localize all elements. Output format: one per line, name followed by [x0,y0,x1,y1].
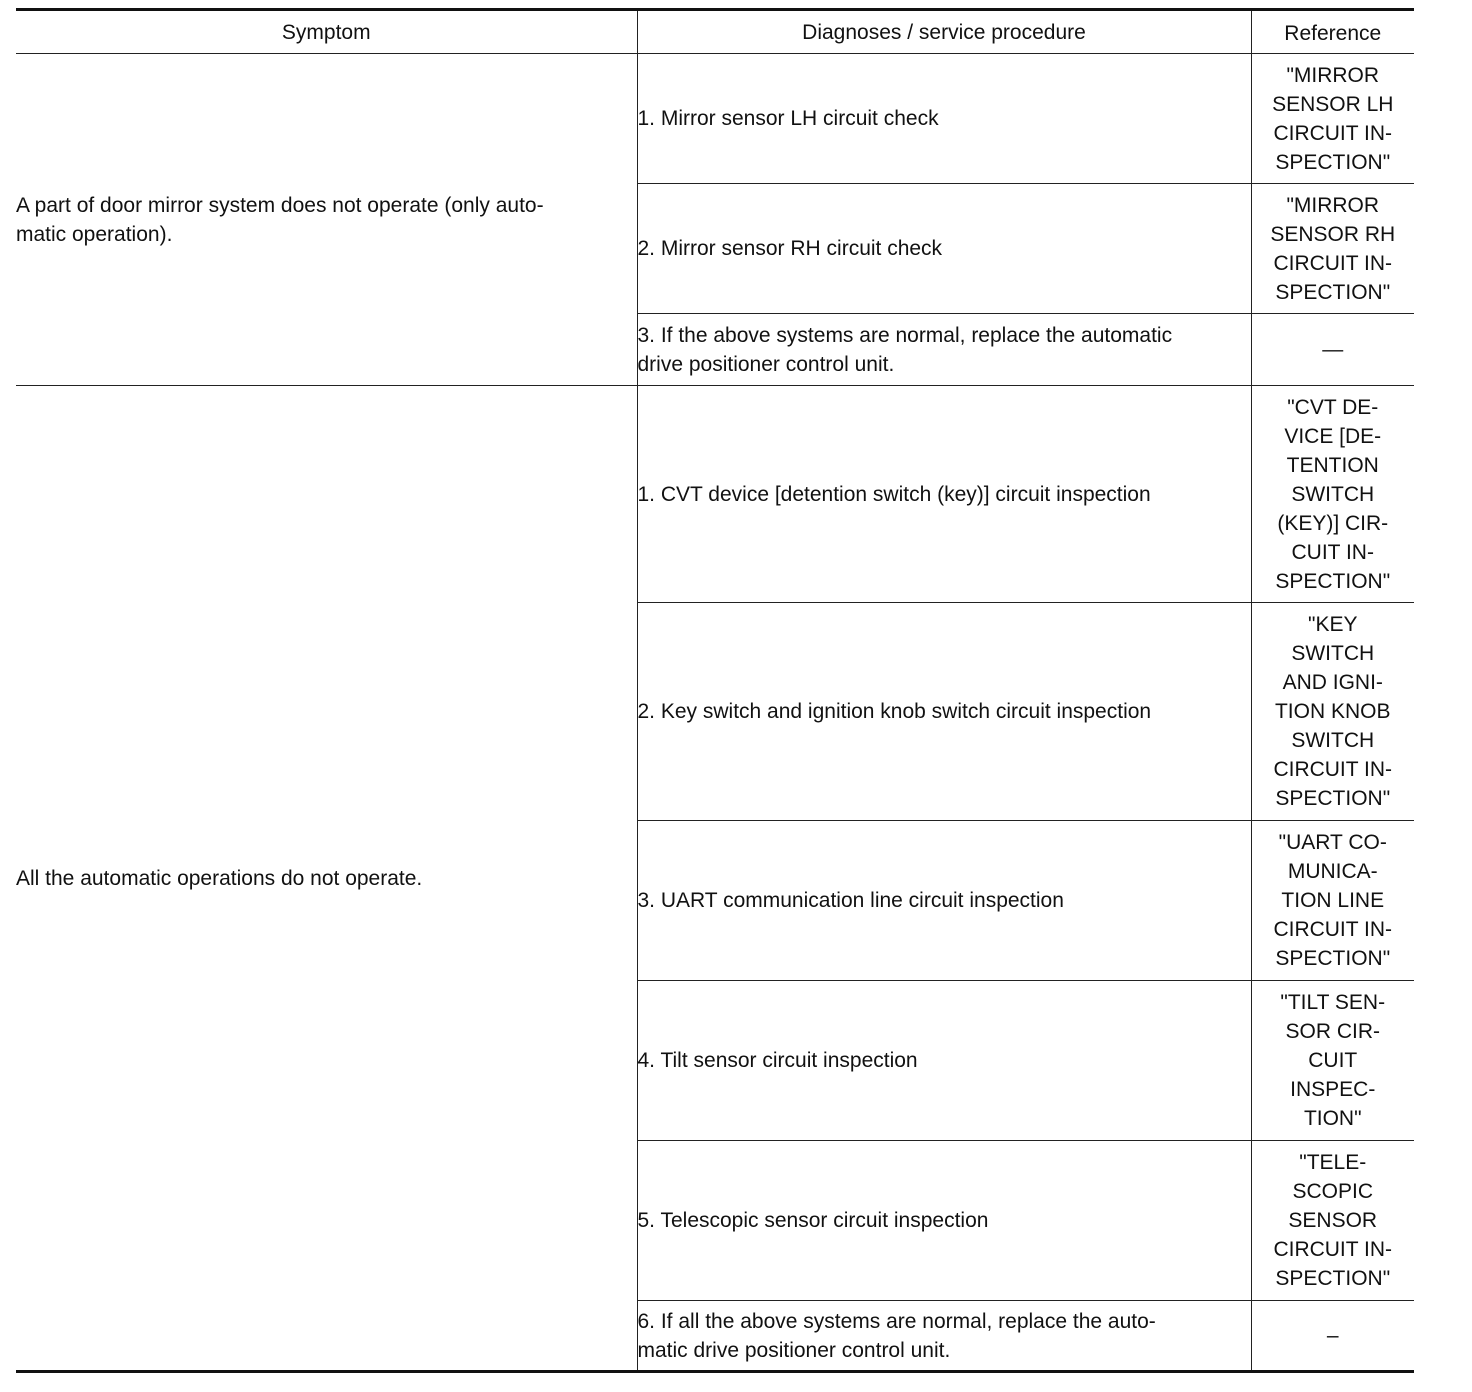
reference-text: "UART CO- [1278,831,1387,854]
procedure-text: matic drive positioner control unit. [637,1338,951,1362]
reference-text: TION KNOB [1274,700,1391,723]
symptom-text: All the automatic operations do not operate. [16,866,423,890]
reference-text: "CVT DE- [1287,395,1379,419]
reference-cell [1251,981,1414,1141]
reference-text: – [1326,1324,1339,1347]
procedure-cell [637,184,1251,314]
reference-text: CUIT [1308,1049,1358,1072]
reference-text: INSPEC- [1290,1078,1376,1101]
diagnosis-table [16,8,1414,1373]
symptom-header: Symptom [16,10,637,54]
reference-text: (KEY)] CIR- [1277,511,1389,535]
reference-text: MUNICA- [1287,860,1378,883]
reference-cell [1251,184,1414,314]
table-body [16,54,1414,1372]
procedure-text: 1. Mirror sensor LH circuit check [637,107,939,130]
reference-cell [1251,314,1414,386]
procedure-cell [637,1141,1251,1301]
reference-cell [1251,1301,1414,1372]
reference-cell [1251,386,1414,603]
reference-text: SWITCH [1291,729,1375,752]
reference-text: SOR CIR- [1285,1020,1380,1043]
reference-text: TION LINE [1281,889,1385,912]
procedure-cell [637,54,1251,184]
header-row [16,10,1414,54]
reference-text: AND IGNI- [1282,671,1383,694]
procedure-text: 3. If the above systems are normal, replace the automatic [637,323,1173,347]
symptom-cell [16,54,637,386]
procedure-text: 2. Key switch and ignition knob switch circuit inspection [637,700,1152,723]
reference-text: CIRCUIT IN- [1273,251,1393,275]
reference-text: CIRCUIT IN- [1273,1238,1393,1261]
reference-cell [1251,54,1414,184]
reference-text: "MIRROR [1286,63,1380,87]
table-row [16,386,1414,603]
reference-text: CUIT IN- [1291,540,1374,564]
procedure-text: 1. CVT device [detention switch (key)] circuit inspection [637,482,1151,506]
reference-text: — [1322,338,1344,361]
reference-text: SPECTION" [1275,150,1391,174]
reference-cell [1251,603,1414,821]
procedure-cell [637,821,1251,981]
reference-text: CIRCUIT IN- [1273,918,1393,941]
procedure-cell [637,1301,1251,1372]
symptom-text: A part of door mirror system does not operate (only auto- [16,193,544,217]
reference-text: "TELE- [1299,1151,1367,1174]
symptom-cell [16,386,637,1372]
symptom-text: matic operation). [16,222,173,246]
procedure-text: drive positioner control unit. [637,352,895,376]
reference-text: SPECTION" [1275,569,1391,593]
reference-text: SPECTION" [1275,1267,1391,1290]
procedure-text: 3. UART communication line circuit inspection [637,889,1064,912]
reference-text: SENSOR LH [1272,92,1394,116]
procedure-header: Diagnoses / service procedure [637,10,1251,54]
reference-text: SPECTION" [1275,787,1391,810]
reference-header: Reference [1251,10,1414,54]
reference-text: "MIRROR [1286,193,1380,217]
procedure-cell [637,603,1251,821]
reference-text: CIRCUIT IN- [1273,758,1393,781]
table-row [16,54,1414,184]
reference-text: SWITCH [1291,482,1375,506]
reference-text: SPECTION" [1275,280,1391,304]
reference-text: "TILT SEN- [1280,991,1386,1014]
reference-text: "KEY [1308,613,1358,636]
procedure-cell [637,981,1251,1141]
procedure-cell [637,314,1251,386]
procedure-text: 4. Tilt sensor circuit inspection [637,1049,918,1072]
reference-cell [1251,1141,1414,1301]
reference-text: SENSOR RH [1270,222,1396,246]
reference-cell [1251,821,1414,981]
procedure-text: 5. Telescopic sensor circuit inspection [637,1209,989,1232]
reference-text: SENSOR [1288,1209,1378,1232]
procedure-text: 2. Mirror sensor RH circuit check [637,237,943,260]
reference-text: SPECTION" [1275,947,1391,970]
reference-text: VICE [DE- [1284,424,1382,448]
reference-text: TENTION [1286,453,1379,477]
procedure-text: 6. If all the above systems are normal, replace the auto- [637,1309,1156,1333]
reference-text: SWITCH [1291,642,1375,665]
reference-text: CIRCUIT IN- [1273,121,1393,145]
reference-text: SCOPIC [1292,1180,1373,1203]
reference-text: TION" [1303,1107,1362,1130]
procedure-cell [637,386,1251,603]
